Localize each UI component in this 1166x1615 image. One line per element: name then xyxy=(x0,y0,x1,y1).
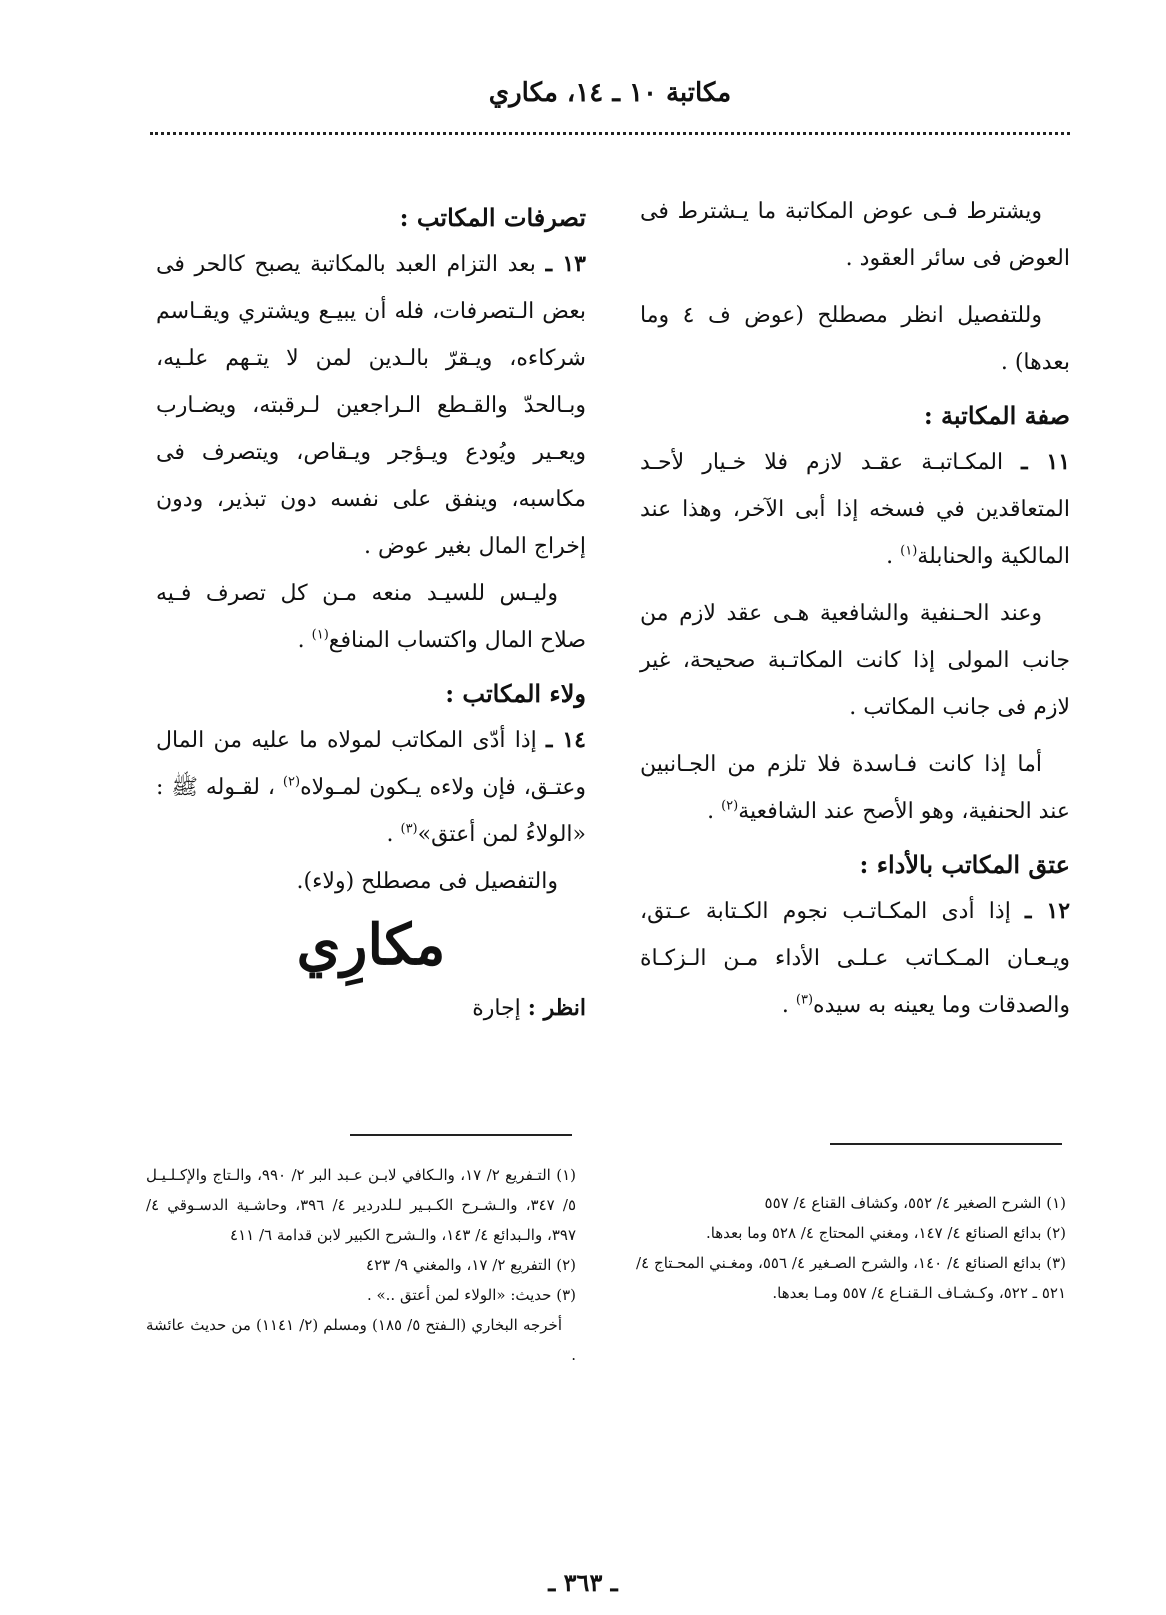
paragraph-text: بعد التزام العبد بالمكاتبة يصبح كالحر فى بعض الـتصرفات، فله أن يبيـع ويشتري ويقـاسم شركاءه، ويـقرّ بالـدين لمن لا يتـهم علـيه، وبـالحدّ والقـطع الـراجعين لـرقبته، ويضـارب ويعـير ويُودع ويـؤجر ويـقاص، ويتصرف فى مكاسبه، وينفق على نفسه دون تبذير، ودون إخراج المال بغير عوض . xyxy=(156,252,586,559)
footnote-rule xyxy=(350,1134,572,1136)
footnote-ref: (١) xyxy=(311,627,329,643)
footnote-ref: (٣) xyxy=(795,992,814,1008)
entry-title: مكارِي xyxy=(296,912,446,978)
left-column xyxy=(156,188,586,1032)
footnote-ref: (٣) xyxy=(400,821,418,837)
footnote: (١) الشرح الصغير ٤/ ٥٥٢، وكشاف القناع ٤/ ٥٥٧ xyxy=(764,1194,1066,1212)
paragraph-number: ١٣ ـ xyxy=(545,251,586,277)
footnote: (٢) بدائع الصنائع ٤/ ١٤٧، ومغني المحتاج ٤/ ٥٢٨ وما بعدها. xyxy=(705,1224,1066,1242)
footnote-rule xyxy=(830,1143,1062,1145)
paragraph: وعند الحـنفية والشافعية هـى عقد لازم من جانب المولى إذا كانت المكاتـبة صحيحة، غير لازم فى جانب المكاتب . xyxy=(640,601,1070,720)
footnote: (٢) التفريع ٢/ ١٧، والمغني ٩/ ٤٢٣ xyxy=(366,1256,576,1274)
paragraph-text: إذا أدى المكـاتـب نجوم الكـتابة عـتق، ويـعـان المـكـاتب عـلـى الأداء مـن الـزكـاة والصدقات وما يعينه به سيده xyxy=(640,899,1070,1018)
footnotes-left xyxy=(146,1160,576,1370)
paragraph: وللتفصيل انظر مصطلح (عوض ف ٤ وما بعدها) . xyxy=(640,303,1070,375)
paragraph: أما إذا كانت فـاسدة فلا تلزم من الجـانبين عند الحنفية، وهو الأصح عند الشافعية$^{(٢)}$ . xyxy=(640,752,1070,824)
paragraph-text: المكـاتبـة عقـد لازم فلا خـيار لأحـد المتعاقدين في فسخه إذا أبى الآخر، وهذا عند المالكية والحنابلة xyxy=(640,450,1070,569)
paragraph: والتفصيل فى مصطلح (ولاء). xyxy=(296,869,558,894)
numbered-paragraph: ١١ ـ المكـاتبـة عقـد لازم فلا خـيار لأحـد المتعاقدين في فسخه إذا أبى الآخر، وهذا عند المالكية والحنابلة$^{(١)}$ . xyxy=(640,449,1071,569)
footnote-ref: (١) xyxy=(900,543,918,559)
paragraph-text: أما إذا كانت فـاسدة فلا تلزم من الجـانبين عند الحنفية، وهو الأصح عند الشافعية xyxy=(640,752,1070,824)
section-heading: ولاء المكاتب : xyxy=(445,679,586,708)
section-heading: عتق المكاتب بالأداء : xyxy=(859,850,1070,879)
paragraph: ويشترط فـى عوض المكاتبة ما يـشترط فى العوض فى سائر العقود . xyxy=(640,199,1070,271)
footnotes-right xyxy=(636,1188,1066,1308)
footnote-ref: (٢) xyxy=(282,774,301,790)
numbered-paragraph xyxy=(156,241,586,570)
footnote: (٣) بدائع الصنائع ٤/ ١٤٠، والشرح الصـغير ٤/ ٥٥٦، ومغـني المحـتاج ٤/ ٥٢١ ـ ٥٢٢، وكـشـاف الـقنـاع ٤/ ٥٥٧ ومـا بعدها. xyxy=(636,1254,1067,1302)
cross-reference xyxy=(156,985,586,1032)
footnote-ref: (٢) xyxy=(721,798,739,814)
paragraph-text: وليـس للسيـد منعه مـن كل تصرف فـيه صلاح المال واكتساب المنافع xyxy=(156,581,586,653)
section-heading: صفة المكاتبة : xyxy=(923,401,1070,430)
paragraph-number: ١٤ ـ xyxy=(546,727,586,753)
section-heading: تصرفات المكاتب : xyxy=(399,203,586,232)
running-header: مكاتبة ١٠ ـ ١٤، مكاري xyxy=(488,78,732,108)
paragraph-text: ، لقـوله ﷺ : «الولاءُ لمن أعتق» xyxy=(156,775,586,847)
footnote: أخرجه البخاري (الـفتح ٥/ ١٨٥) ومسلم (٢/ ١١٤١) من حديث عائشة . xyxy=(146,1316,576,1364)
numbered-paragraph: ١٤ ـ إذا أدّى المكاتب لمولاه ما عليه من المال وعتـق، فإن ولاءه يـكون لمـولاه$^{(٢)}$ ، لقـوله ﷺ : «الولاءُ لمن أعتق»$^{(٣)}$ . xyxy=(156,727,586,847)
page-number: ـ ٣٦٣ ـ xyxy=(548,1568,618,1597)
footnote: (١) التـفريع ٢/ ١٧، والـكافي لابـن عـبد البر ٢/ ٩٩٠، والـتاج والإكـلـيـل ٥/ ٣٤٧، والـشـرح الكـبـير لـلدردير ٤/ ٣٩٦، وحاشـية الدسـوقي ٤/ ٣٩٧، والـبدائع ٤/ ١٤٣، والـشرح الكبير لابن قدامة ٦/ ٤١١ xyxy=(146,1166,577,1244)
cross-reference-label: انظر : xyxy=(527,995,586,1021)
right-column xyxy=(640,188,1070,1029)
numbered-paragraph: ١٢ ـ إذا أدى المكـاتـب نجوم الكـتابة عـتق، ويـعـان المـكـاتب عـلـى الأداء مـن الـزكـاة والصدقات وما يعينه به سيده$^{(٣)}$ . xyxy=(640,898,1071,1018)
paragraph-number: ١١ ـ xyxy=(1021,449,1071,475)
header-dotted-rule xyxy=(150,132,1070,135)
paragraph-number: ١٢ ـ xyxy=(1025,898,1071,924)
paragraph: وليـس للسيـد منعه مـن كل تصرف فـيه صلاح المال واكتساب المنافع$^{(١)}$ . xyxy=(156,581,586,653)
paragraph-text: إذا أدّى المكاتب لمولاه ما عليه من المال وعتـق، فإن ولاءه يـكون لمـولاه xyxy=(156,728,586,800)
cross-reference-value: إجارة xyxy=(472,996,521,1021)
footnote: (٣) حديث: «الولاء لمن أعتق ..» . xyxy=(366,1286,576,1304)
